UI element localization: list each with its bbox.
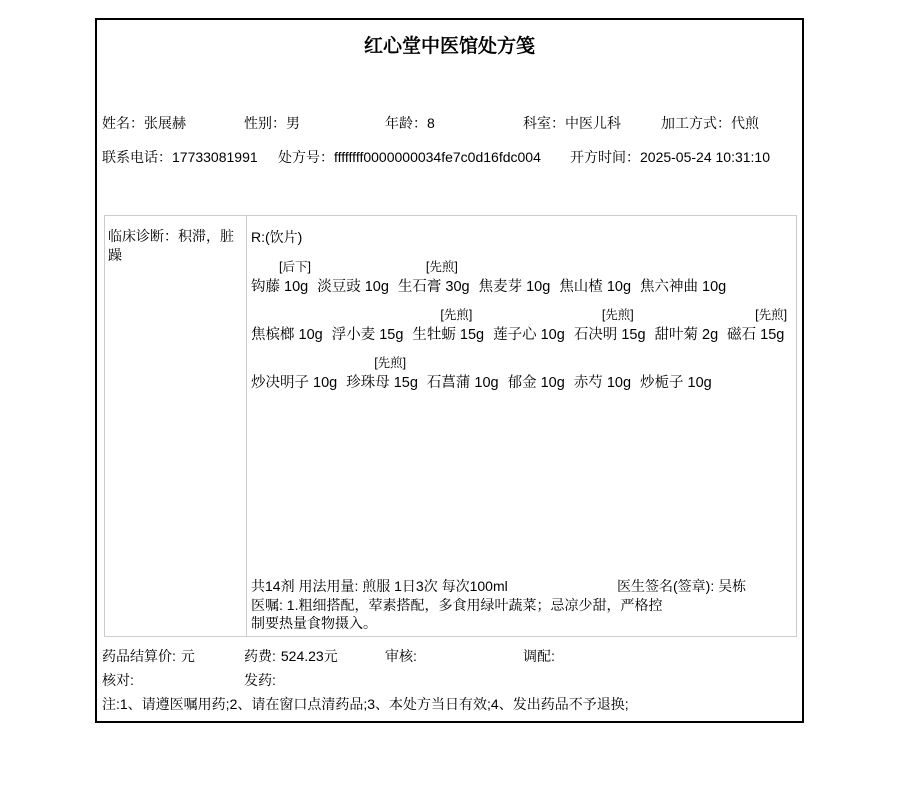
footer-settle-price-label: 药品结算价: <box>102 648 176 664</box>
field-rx-time-value: 2025-05-24 10:31:10 <box>640 149 770 165</box>
herb-item <box>508 353 565 393</box>
herb-name-dose <box>251 375 337 391</box>
footer-dispense-prep <box>523 648 560 665</box>
herb-tag: [先煎] <box>601 308 634 322</box>
field-department-value: 中医儿科 <box>565 115 621 131</box>
herb-name-dose <box>574 375 631 391</box>
herb-dose: 10g <box>540 375 565 391</box>
footer-settle-price <box>102 648 195 665</box>
herb-name: 焦山楂 <box>559 279 603 295</box>
herb-name: 焦六神曲 <box>640 279 699 295</box>
herb-name-dose <box>251 279 308 295</box>
herb-dose: 10g <box>364 279 389 295</box>
herb-name: 焦麦芽 <box>478 279 523 295</box>
herb-tag: [先煎] <box>440 308 473 322</box>
field-phone-value: 17733081991 <box>172 149 258 165</box>
herb-name-dose <box>508 375 565 391</box>
herb-name-dose <box>412 327 484 343</box>
herb-dose: 15g <box>760 327 785 343</box>
herb-name-dose <box>251 327 323 343</box>
herb-dose: 10g <box>313 375 338 391</box>
herb-name-dose <box>640 375 712 391</box>
herb-tag: [先煎] <box>755 308 788 322</box>
herb-item <box>574 305 646 345</box>
herb-dose: 30g <box>445 279 470 295</box>
herb-row-1 <box>251 257 796 297</box>
herb-tag: [先煎] <box>374 356 407 370</box>
footer-medicine-fee <box>244 648 338 665</box>
field-rx-number-value: ffffffff0000000034fe7c0d16fdc004 <box>334 149 541 165</box>
herb-name-dose <box>493 327 565 343</box>
herb-name-dose <box>727 327 784 343</box>
field-processing-label: 加工方式： <box>661 115 731 131</box>
herb-dose: 2g <box>702 327 719 343</box>
herb-dose: 10g <box>687 375 712 391</box>
footer-dispense <box>244 672 281 689</box>
herb-name-dose <box>346 375 418 391</box>
herb-name: 莲子心 <box>493 327 537 343</box>
herb-item <box>251 305 323 345</box>
herb-name-dose <box>479 279 551 295</box>
herb-dose: 10g <box>606 279 632 295</box>
herb-name-dose <box>332 327 404 343</box>
field-gender <box>244 115 300 132</box>
herb-item <box>346 353 418 393</box>
herb-dose: 10g <box>526 279 551 295</box>
field-age <box>385 115 435 132</box>
herb-item <box>640 257 726 297</box>
herb-item <box>640 353 712 393</box>
field-age-label: 年龄： <box>385 115 427 131</box>
field-rx-number <box>278 149 541 166</box>
herb-name-dose <box>559 279 631 295</box>
herb-name: 炒决明子 <box>251 375 309 391</box>
herb-name: 赤芍 <box>573 375 603 391</box>
herb-row-2 <box>251 305 796 345</box>
medical-advice: 医嘱: 1.粗细搭配，荤素搭配，多食用绿叶蔬菜；忌凉少甜，严格控制要热量食物摄入。 <box>251 597 663 631</box>
prescription-table <box>104 215 797 637</box>
herb-dose: 15g <box>393 375 418 391</box>
herb-dose: 10g <box>702 279 727 295</box>
herb-item <box>398 257 470 297</box>
herb-name: 甜叶菊 <box>654 327 699 343</box>
herb-name: 磁石 <box>727 327 757 343</box>
field-age-value: 8 <box>427 115 435 131</box>
herb-item <box>727 305 788 345</box>
usage-text: 共14剂 用法用量: 煎服 1日3次 每次100ml <box>251 578 508 594</box>
prescription-document <box>95 18 804 723</box>
herb-name: 焦槟榔 <box>251 327 295 343</box>
herb-tag: [后下] <box>279 260 311 274</box>
herb-dose: 10g <box>606 375 632 391</box>
herb-dose: 10g <box>284 279 309 295</box>
herb-item <box>574 353 631 393</box>
herb-tag: [先煎] <box>425 260 458 274</box>
herb-name: 浮小麦 <box>331 327 376 343</box>
herb-name: 炒栀子 <box>640 375 684 391</box>
field-processing-value: 代煎 <box>731 115 759 131</box>
footer-dispense-label: 发药: <box>244 672 276 688</box>
footer-audit-label: 审核: <box>385 648 417 664</box>
footer-check <box>102 672 139 689</box>
herb-item <box>479 257 551 297</box>
herb-item <box>251 257 311 297</box>
herb-name-dose <box>427 375 499 391</box>
field-department-label: 科室： <box>523 115 565 131</box>
herb-dose: 15g <box>621 327 646 343</box>
herb-name-dose <box>317 279 389 295</box>
footer-note: 注:1、请遵医嘱用药;2、请在窗口点清药品;3、本处方当日有效;4、发出药品不予退换; <box>102 696 629 712</box>
footer-check-label: 核对: <box>102 672 134 688</box>
herb-name: 生牡蛎 <box>412 327 456 343</box>
field-phone <box>102 149 258 166</box>
herb-dose: 15g <box>379 327 404 343</box>
rx-header: R:(饮片) <box>251 229 303 245</box>
field-processing <box>661 115 759 132</box>
herb-name: 淡豆豉 <box>317 279 361 295</box>
herb-name-dose <box>398 279 470 295</box>
herb-name-dose <box>574 327 646 343</box>
herb-item <box>655 305 719 345</box>
herb-name: 生石膏 <box>397 279 442 295</box>
herb-name: 石决明 <box>573 327 618 343</box>
herb-name: 钩藤 <box>251 279 280 295</box>
herb-dose: 10g <box>540 327 565 343</box>
diagnosis-label: 临床诊断： <box>108 228 178 244</box>
usage-line <box>251 576 796 596</box>
diagnosis-cell <box>105 216 247 636</box>
field-name-label: 姓名： <box>102 115 144 131</box>
footer-medicine-fee-value: 524.23元 <box>280 648 338 664</box>
field-gender-value: 男 <box>286 115 300 131</box>
rx-cell <box>247 216 796 636</box>
herb-item <box>427 353 499 393</box>
herb-item <box>332 305 404 345</box>
page-title: 红心堂中医馆处方笺 <box>363 36 535 57</box>
herb-item <box>251 353 337 393</box>
herb-dose: 10g <box>474 375 499 391</box>
footer-medicine-fee-label: 药费: <box>244 648 276 664</box>
field-department <box>523 115 621 132</box>
footer-dispense-prep-label: 调配: <box>523 648 555 664</box>
herb-dose: 10g <box>298 327 323 343</box>
footer-settle-price-value: 元 <box>180 648 195 664</box>
herb-name-dose <box>655 327 719 343</box>
herb-item <box>317 257 389 297</box>
footer-audit <box>385 648 422 665</box>
herb-dose: 15g <box>459 327 485 343</box>
herb-item <box>559 257 631 297</box>
herb-row-3 <box>251 353 796 393</box>
herb-name: 石菖蒲 <box>426 375 471 391</box>
field-phone-label: 联系电话： <box>102 149 172 165</box>
herb-item <box>493 305 565 345</box>
herb-name-dose <box>640 279 726 295</box>
herb-name: 珍珠母 <box>346 375 390 391</box>
herb-item <box>412 305 484 345</box>
field-name <box>102 115 186 132</box>
field-rx-number-label: 处方号： <box>278 149 334 165</box>
field-rx-time-label: 开方时间： <box>570 149 640 165</box>
field-rx-time <box>570 149 770 166</box>
field-gender-label: 性别： <box>244 115 286 131</box>
rx-bottom-block <box>251 576 796 632</box>
herb-name: 郁金 <box>507 375 537 391</box>
doctor-signature: 医生签名(签章): 吴栋 <box>617 578 747 594</box>
diagnosis-value: 积滞，脏躁 <box>108 228 234 263</box>
field-name-value: 张展赫 <box>144 115 186 131</box>
